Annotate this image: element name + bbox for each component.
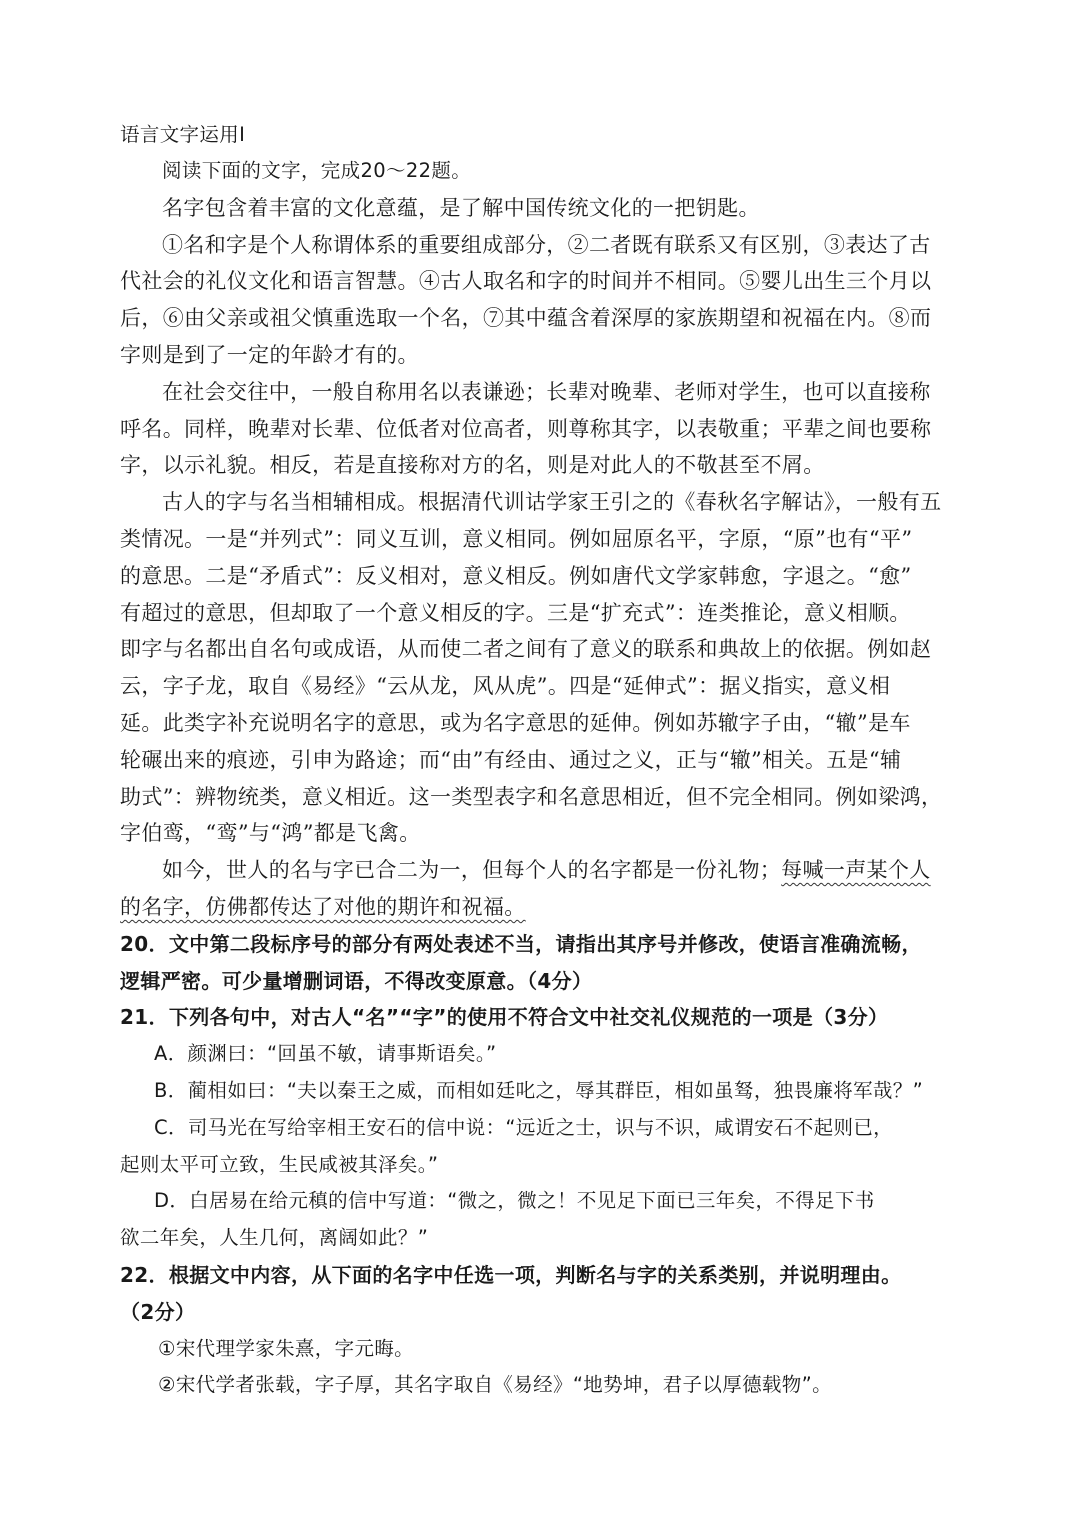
question-22-stem: 22．根据文中内容，从下面的名字中任选一项，判断名与字的关系类别，并说明理由。: [120, 1262, 902, 1287]
option-a: A．颜渊曰：“回虽不敏，请事斯语矣。”: [154, 1042, 497, 1066]
option-c: C．司马光在写给宰相王安石的信中说：“远近之士，识与不识，咸谓安石不起则已，: [154, 1115, 894, 1139]
instruction: 阅读下面的文字，完成20～22题。: [162, 159, 472, 182]
section-title: 语言文字运用Ⅰ: [120, 123, 246, 146]
wavy-underlined-sentence: 每喊一声某个人: [781, 858, 931, 883]
question-21: [120, 1004, 960, 1251]
wavy-underlined-sentence-cont: 的名字，仿佛都传达了对他的期许和祝福。: [120, 894, 526, 919]
option-c-cont: 起则太平可立致，生民咸被其泽矣。”: [120, 1152, 439, 1176]
name-item-1: ①宋代理学家朱熹，字元晦。: [158, 1336, 415, 1360]
option-d: D．白居易在给元稹的信中写道：“微之，微之！不见足下面已三年矣，不得足下书: [154, 1189, 875, 1213]
paragraph-5-text: 如今，世人的名与字已合二为一，但每个人的名字都是一份礼物；: [162, 858, 782, 883]
question-22-score: （2分）: [120, 1299, 196, 1324]
option-b: B．蔺相如曰：“夫以秦王之威，而相如廷叱之，辱其群臣，相如虽驽，独畏廉将军哉？”: [154, 1078, 924, 1102]
passage-paragraph-4: 古人的字与名当相辅相成。根据清代训诂学家王引之的《春秋名字解诂》，一般有五 类情况。一是“并列式”：同义互训，意义相同。例如屈原名平，字原，“原”也有“平” 的意思。二是“矛盾式”：反义相对，意义相反。例如唐代文学家韩愈，字退之。“愈” 有超过的意思，但却取了一个意义相反的字。三是“扩充式”：连类推论，意义相顺。 即字与名都出自名句或成语，从而使二者之间有了意义的联系和典故上的依据。例如赵 云，字子龙，取自《易经》“云从龙，风从虎”。四是“延伸式”：据义指实，意义相 延。此类字补充说明名字的意思，或为名字意思的延伸。例如苏辙字子由，“辙”是车 轮碾出来的痕迹，引申为路途；而“由”有经由、通过之义，正与“辙”相关。五是“辅 助式”：辨物统类，意义相近。这一类型表字和名意思相近，但不完全相同。例如梁鸿， 字伯鸾，“鸾”与“鸿”都是飞禽。: [120, 490, 943, 846]
passage-paragraph-2: ①名和字是个人称谓体系的重要组成部分，②二者既有联系又有区别，③表达了古 代社会的礼仪文化和语言智慧。④古人取名和字的时间并不相同。⑤婴儿出生三个月以 后，⑥由父亲或祖父慎重选取一个名，⑦其中蕴含着深厚的家族期望和祝福在内。⑧而 字则是到了一定的年龄才有的。: [120, 232, 932, 367]
question-21-stem: 21．下列各句中，对古人“名”“字”的使用不符合文中社交礼仪规范的一项是（3分）: [120, 1005, 889, 1030]
passage-paragraph-3: 在社会交往中，一般自称用名以表谦逊；长辈对晚辈、老师对学生，也可以直接称 呼名。同样，晚辈对长辈、位低者对位高者，则尊称其字，以表敬重；平辈之间也要称 字，以示礼貌。相反，若是直接称对方的名，则是对此人的不敬甚至不屑。: [120, 379, 932, 478]
exam-page: [120, 122, 960, 1409]
passage-paragraph-1: 名字包含着丰富的文化意蕴，是了解中国传统文化的一把钥匙。: [162, 195, 760, 220]
name-item-2: ②宋代学者张载，字子厚，其名字取自《易经》“地势坤，君子以厚德载物”。: [158, 1373, 832, 1397]
question-22: [120, 1262, 960, 1398]
option-d-cont: 欲二年矣，人生几何，离阔如此？”: [120, 1226, 429, 1250]
passage-paragraph-5: [120, 857, 960, 920]
question-20: 20．文中第二段标序号的部分有两处表述不当，请指出其序号并修改，使语言准确流畅， 逻辑严密。可少量增删词语，不得改变原意。（4分）: [120, 931, 922, 993]
